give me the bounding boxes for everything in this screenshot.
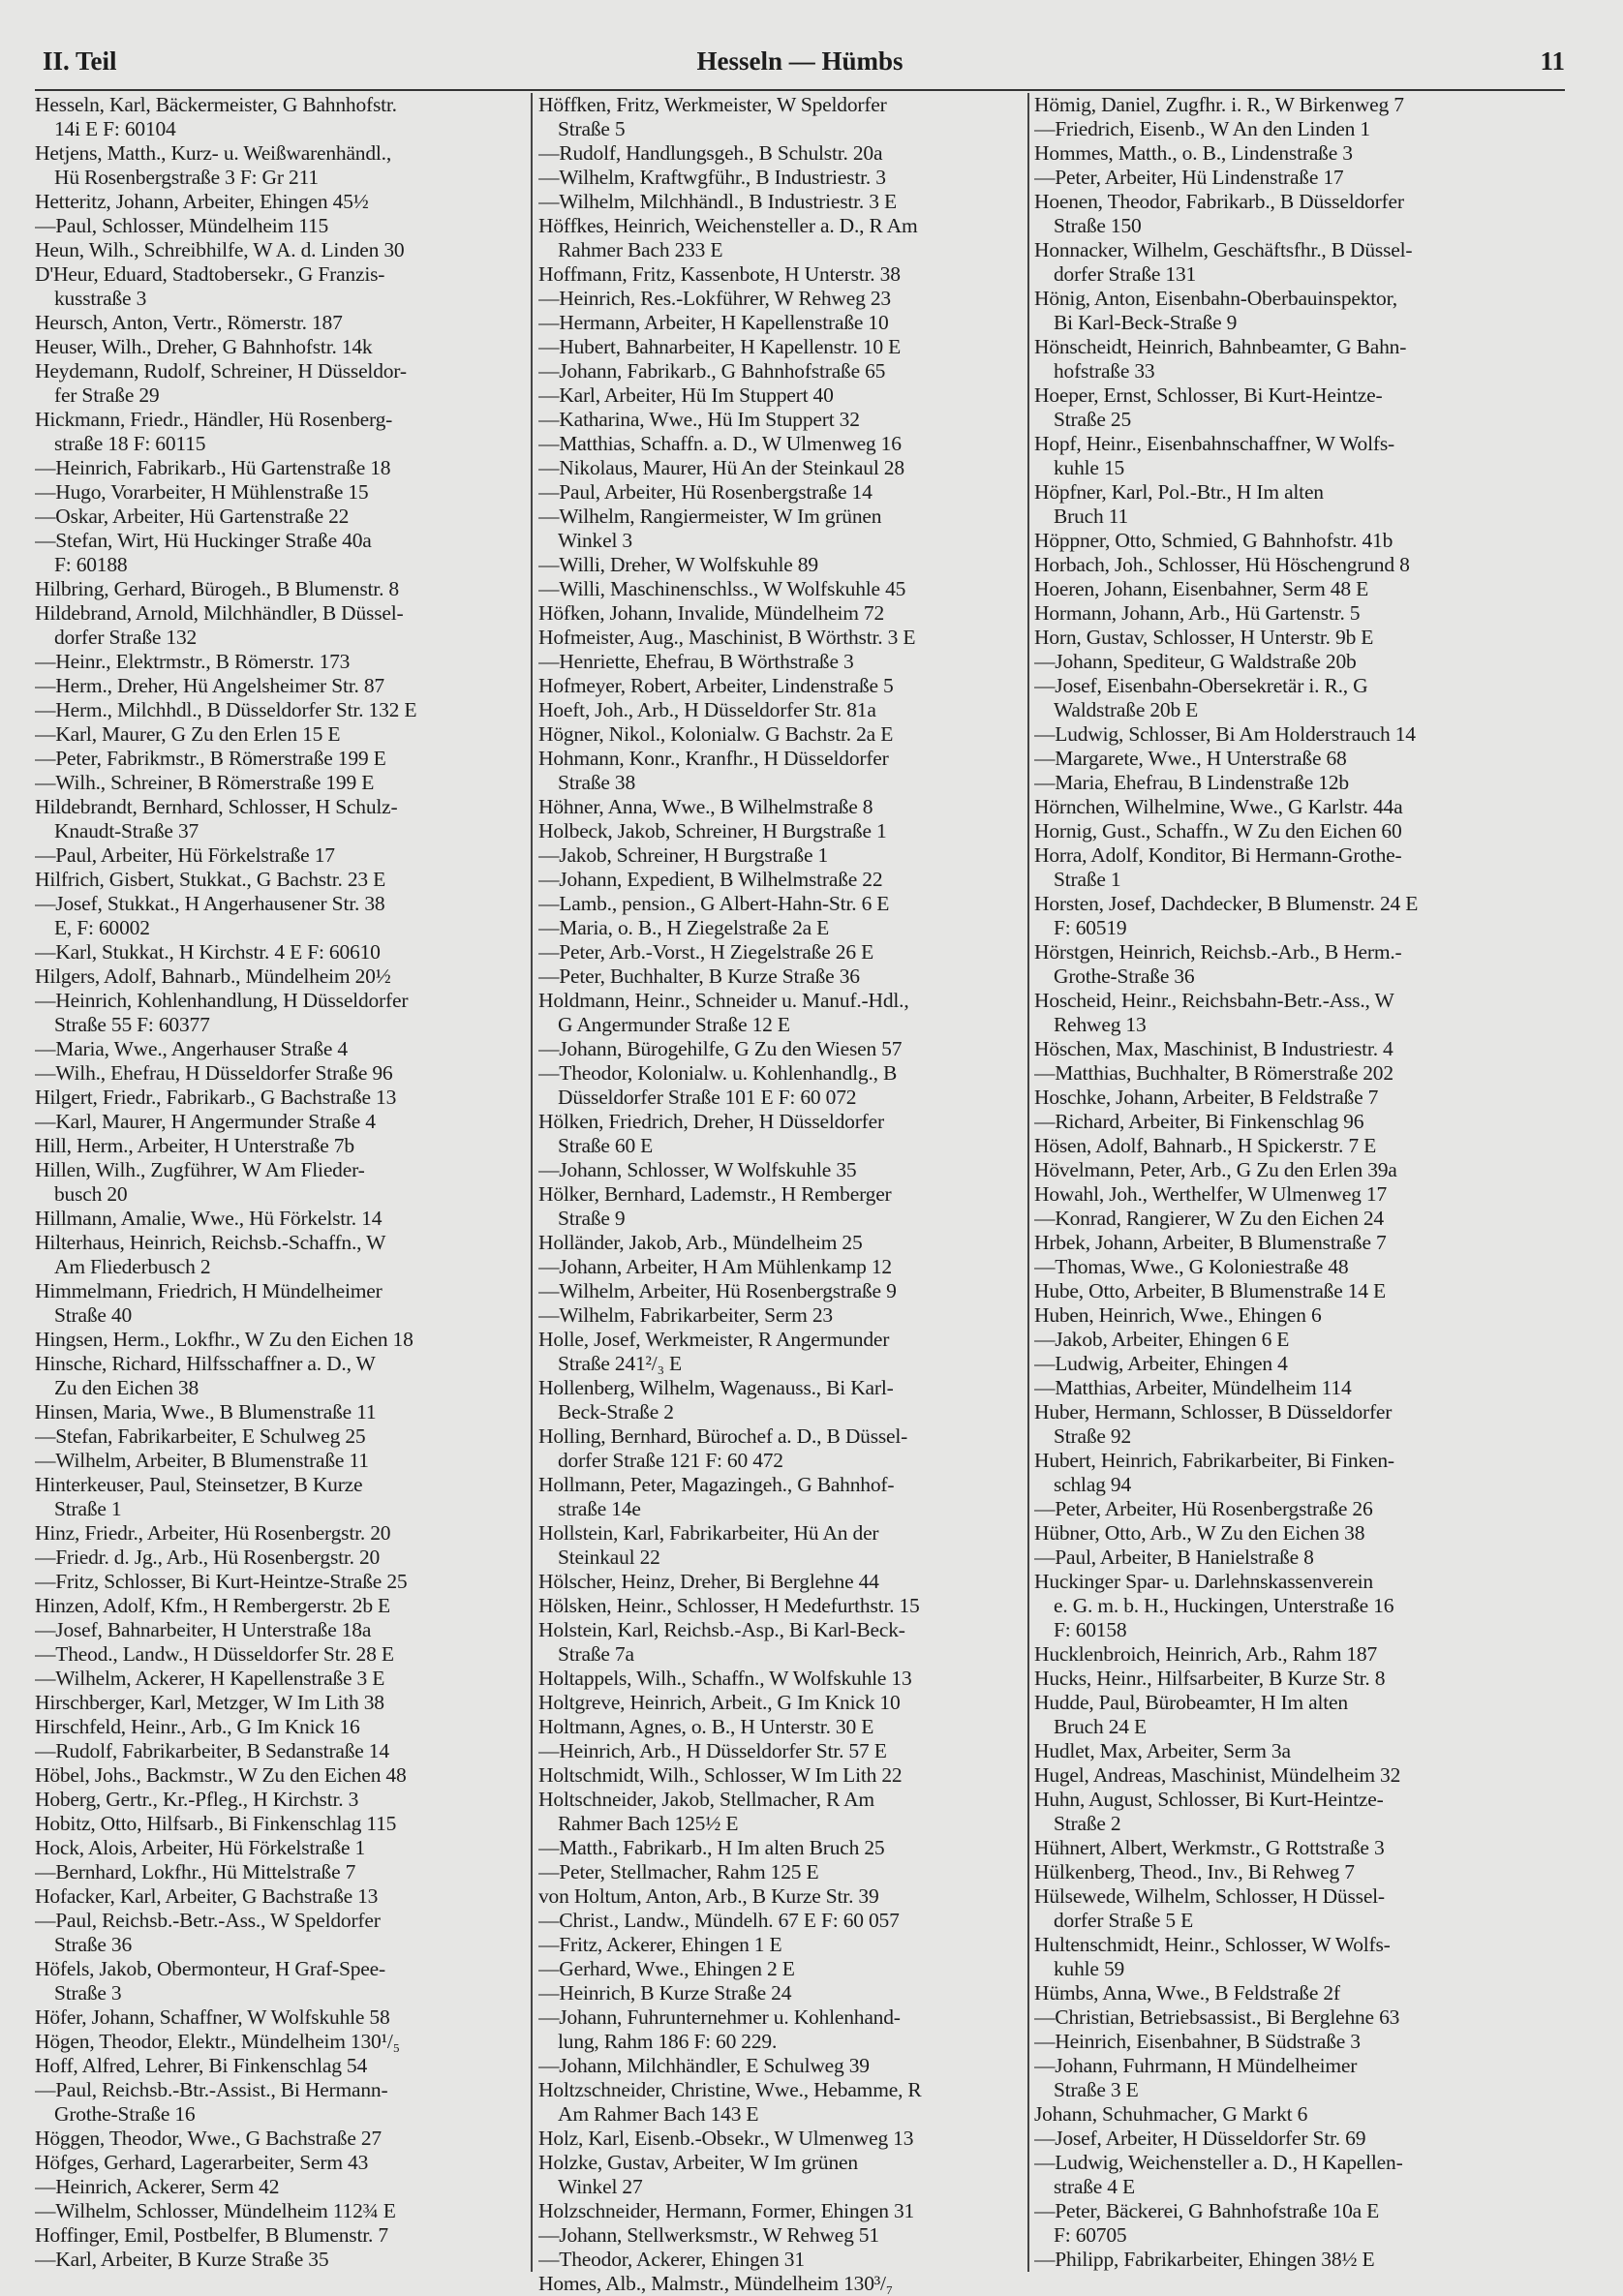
directory-entry-line: Hofmeyer, Robert, Arbeiter, Lindenstraße 5 [538, 674, 894, 697]
directory-entry-line: —Johann, Fuhrmann, H Mündelheimer [1034, 2054, 1358, 2077]
directory-column-1 [35, 93, 527, 2272]
directory-entry-line: Holtappels, Wilh., Schaffn., W Wolfskuhle 13 [538, 1667, 912, 1690]
directory-entry-line: —Herm., Milchhdl., B Düsseldorfer Str. 132 E [35, 698, 417, 721]
directory-entry-line: Hinzen, Adolf, Kfm., H Rembergerstr. 2b E [35, 1594, 390, 1617]
directory-entry-continuation: straße 4 E [1054, 2175, 1135, 2198]
directory-entry-line: Höffkes, Heinrich, Weichensteller a. D., R Am [538, 214, 918, 237]
directory-entry-line: Hölker, Bernhard, Lademstr., H Remberger [538, 1182, 892, 1206]
directory-entry-line: —Matthias, Arbeiter, Mündelheim 114 [1034, 1376, 1352, 1399]
directory-entry-line: Hülsewede, Wilhelm, Schlosser, H Düssel- [1034, 1884, 1385, 1908]
directory-entry-line: Horra, Adolf, Konditor, Bi Hermann-Grothe- [1034, 843, 1402, 867]
directory-entry-line: D'Heur, Eduard, Stadtobersekr., G Franzis- [35, 262, 385, 286]
directory-entry-line: Hornig, Gust., Schaffn., W Zu den Eichen 60 [1034, 819, 1402, 842]
directory-entry-line: —Matth., Fabrikarb., H Im alten Bruch 25 [538, 1836, 885, 1859]
directory-entry-line: Huber, Hermann, Schlosser, B Düsseldorfer [1034, 1400, 1393, 1424]
directory-entry-line: —Paul, Arbeiter, Hü Förkelstraße 17 [35, 843, 335, 867]
directory-entry-continuation: kuhle 15 [1054, 456, 1125, 479]
directory-entry-line: —Peter, Arbeiter, Hü Lindenstraße 17 [1034, 166, 1344, 189]
directory-entry-line: —Jakob, Arbeiter, Ehingen 6 E [1034, 1328, 1290, 1351]
directory-entry-line: —Paul, Arbeiter, Hü Rosenbergstraße 14 [538, 480, 873, 504]
directory-entry-line: —Maria, o. B., H Ziegelstraße 2a E [538, 916, 830, 939]
directory-entry-continuation: Rahmer Bach 233 E [558, 238, 723, 261]
directory-entry-line: —Friedrich, Eisenb., W An den Linden 1 [1034, 117, 1370, 140]
directory-entry-continuation: Grothe-Straße 16 [54, 2102, 196, 2126]
directory-entry-line: Hörnchen, Wilhelmine, Wwe., G Karlstr. 44a [1034, 795, 1403, 818]
directory-entry-continuation: Straße 60 E [558, 1134, 654, 1157]
column-divider [531, 93, 533, 2272]
directory-entry-continuation: e. G. m. b. H., Huckingen, Unterstraße 16 [1054, 1594, 1394, 1617]
directory-entry-line: Holtgreve, Heinrich, Arbeit., G Im Knick 10 [538, 1691, 901, 1714]
directory-entry-line: —Johann, Arbeiter, H Am Mühlenkamp 12 [538, 1255, 892, 1278]
directory-entry-line: —Katharina, Wwe., Hü Im Stuppert 32 [538, 408, 860, 431]
directory-entry-line: Huben, Heinrich, Wwe., Ehingen 6 [1034, 1303, 1322, 1327]
directory-entry-line: —Heinrich, Fabrikarb., Hü Gartenstraße 18 [35, 456, 391, 479]
directory-entry-line: Hilgert, Friedr., Fabrikarb., G Bachstraße 13 [35, 1086, 397, 1109]
directory-column-3 [1034, 93, 1538, 2272]
directory-entry-continuation: G Angermunder Straße 12 E [558, 1013, 790, 1036]
directory-entry-continuation: Steinkaul 22 [558, 1546, 660, 1569]
directory-entry-continuation: dorfer Straße 131 [1054, 262, 1197, 286]
directory-entry-continuation: Am Fliederbusch 2 [54, 1255, 211, 1278]
directory-entry-line: —Paul, Schlosser, Mündelheim 115 [35, 214, 329, 237]
directory-entry-line: —Johann, Milchhändler, E Schulweg 39 [538, 2054, 870, 2077]
directory-entry-line: Hölscher, Heinz, Dreher, Bi Berglehne 44 [538, 1570, 879, 1593]
directory-entry-line: —Rudolf, Handlungsgeh., B Schulstr. 20a [538, 141, 883, 165]
directory-entry-continuation: Zu den Eichen 38 [54, 1376, 199, 1399]
directory-entry-line: Höpfner, Karl, Pol.-Btr., H Im alten [1034, 480, 1324, 504]
directory-entry-continuation: Straße 5 [558, 117, 626, 140]
directory-entry-continuation: Bi Karl-Beck-Straße 9 [1054, 311, 1238, 334]
directory-entry-continuation: Beck-Straße 2 [558, 1400, 674, 1424]
directory-entry-line: Hingsen, Herm., Lokfhr., W Zu den Eichen 18 [35, 1328, 413, 1351]
directory-entry-line: —Stefan, Wirt, Hü Huckinger Straße 40a [35, 529, 372, 552]
directory-entry-line: Hillmann, Amalie, Wwe., Hü Förkelstr. 14 [35, 1207, 383, 1230]
directory-entry-line: Horsten, Josef, Dachdecker, B Blumenstr. 24 E [1034, 892, 1419, 915]
directory-entry-continuation: kusstraße 3 [54, 287, 147, 310]
directory-entry-line: Hormann, Johann, Arb., Hü Gartenstr. 5 [1034, 601, 1361, 625]
directory-entry-line: Hoeper, Ernst, Schlosser, Bi Kurt-Heintze- [1034, 383, 1383, 407]
directory-entry-line: —Karl, Stukkat., H Kirchstr. 4 E F: 60610 [35, 940, 381, 964]
directory-entry-line: —Heinrich, B Kurze Straße 24 [538, 1981, 792, 2005]
directory-entry-continuation: kuhle 59 [1054, 1957, 1125, 1980]
directory-entry-line: Holländer, Jakob, Arb., Mündelheim 25 [538, 1231, 863, 1254]
directory-entry-line: —Herm., Dreher, Hü Angelsheimer Str. 87 [35, 674, 384, 697]
directory-entry-line: —Wilhelm, Ackerer, H Kapellenstraße 3 E [35, 1667, 385, 1690]
directory-entry-line: Hübner, Otto, Arb., W Zu den Eichen 38 [1034, 1521, 1365, 1545]
directory-entry-line: Höschen, Max, Maschinist, B Industriestr. 4 [1034, 1037, 1393, 1060]
directory-entry-line: Hilbring, Gerhard, Bürogeh., B Blumenstr. 8 [35, 577, 399, 600]
directory-entry-line: —Josef, Eisenbahn-Obersekretär i. R., G [1034, 674, 1368, 697]
directory-entry-line: Höfges, Gerhard, Lagerarbeiter, Serm 43 [35, 2151, 369, 2174]
directory-entry-line: —Josef, Arbeiter, H Düsseldorfer Str. 69 [1034, 2127, 1366, 2150]
directory-entry-line: —Heinrich, Ackerer, Serm 42 [35, 2175, 280, 2198]
directory-entry-line: Hrbek, Johann, Arbeiter, B Blumenstraße 7 [1034, 1231, 1387, 1254]
directory-entry-line: —Theodor, Kolonialw. u. Kohlenhandlg., B [538, 1061, 898, 1085]
directory-entry-line: Hill, Herm., Arbeiter, H Unterstraße 7b [35, 1134, 354, 1157]
directory-entry-line: Hoeft, Joh., Arb., H Düsseldorfer Str. 81a [538, 698, 876, 721]
directory-entry-line: Hülkenberg, Theod., Inv., Bi Rehweg 7 [1034, 1860, 1355, 1883]
directory-entry-line: —Johann, Expedient, B Wilhelmstraße 22 [538, 868, 883, 891]
directory-entry-line: —Wilhelm, Arbeiter, B Blumenstraße 11 [35, 1449, 369, 1472]
directory-entry-line: —Ludwig, Arbeiter, Ehingen 4 [1034, 1352, 1288, 1375]
directory-entry-line: Hoenen, Theodor, Fabrikarb., B Düsseldorfer [1034, 190, 1404, 213]
directory-entry-line: Holstein, Karl, Reichsb.-Asp., Bi Karl-Beck- [538, 1618, 905, 1641]
directory-entry-line: Hinsen, Maria, Wwe., B Blumenstraße 11 [35, 1400, 377, 1424]
directory-entry-line: Holbeck, Jakob, Schreiner, H Burgstraße 1 [538, 819, 887, 842]
directory-entry-line: —Nikolaus, Maurer, Hü An der Steinkaul 28 [538, 456, 904, 479]
directory-entry-line: Höffken, Fritz, Werkmeister, W Speldorfer [538, 93, 887, 116]
directory-entry-continuation: dorfer Straße 132 [54, 626, 198, 649]
directory-entry-continuation: F: 60158 [1054, 1618, 1127, 1641]
directory-column-2 [538, 93, 1023, 2296]
directory-entry-line: —Paul, Reichsb.-Btr.-Assist., Bi Hermann- [35, 2078, 388, 2101]
directory-entry-line: —Peter, Fabrikmstr., B Römerstraße 199 E [35, 747, 386, 770]
directory-entry-continuation: Bruch 24 E [1054, 1715, 1147, 1738]
directory-entry-line: —Jakob, Schreiner, H Burgstraße 1 [538, 843, 829, 867]
directory-entry-line: —Josef, Stukkat., H Angerhausener Str. 38 [35, 892, 385, 915]
directory-entry-line: Hollmann, Peter, Magazingeh., G Bahnhof- [538, 1473, 895, 1496]
directory-entry-line: Holz, Karl, Eisenb.-Obsekr., W Ulmenweg 13 [538, 2127, 914, 2150]
directory-entry-line: Holtmann, Agnes, o. B., H Unterstr. 30 E [538, 1715, 874, 1738]
directory-entry-line: Hinterkeuser, Paul, Steinsetzer, B Kurze [35, 1473, 363, 1496]
directory-entry-line: Hudlet, Max, Arbeiter, Serm 3a [1034, 1739, 1291, 1762]
directory-entry-line: Höhner, Anna, Wwe., B Wilhelmstraße 8 [538, 795, 873, 818]
directory-entry-line: —Johann, Fabrikarb., G Bahnhofstraße 65 [538, 359, 886, 383]
directory-entry-line: Hoschke, Johann, Arbeiter, B Feldstraße 7 [1034, 1086, 1379, 1109]
directory-entry-line: —Ludwig, Schlosser, Bi Am Holderstrauch 14 [1034, 722, 1416, 746]
directory-entry-continuation: Hü Rosenbergstraße 3 F: Gr 211 [54, 166, 319, 189]
directory-entry-line: Heydemann, Rudolf, Schreiner, H Düsseldor- [35, 359, 407, 383]
directory-entry-line: Hösen, Adolf, Bahnarb., H Spickerstr. 7 E [1034, 1134, 1377, 1157]
directory-entry-line: Heuser, Wilh., Dreher, G Bahnhofstr. 14k [35, 335, 373, 358]
directory-entry-line: —Johann, Schlosser, W Wolfskuhle 35 [538, 1158, 857, 1181]
directory-entry-line: —Margarete, Wwe., H Unterstraße 68 [1034, 747, 1347, 770]
directory-entry-line: —Josef, Bahnarbeiter, H Unterstraße 18a [35, 1618, 372, 1641]
directory-entry-line: Hildebrand, Arnold, Milchhändler, B Düssel- [35, 601, 404, 625]
directory-entry-line: Hucklenbroich, Heinrich, Arb., Rahm 187 [1034, 1642, 1378, 1666]
directory-entry-line: —Rudolf, Fabrikarbeiter, B Sedanstraße 14 [35, 1739, 389, 1762]
directory-entry-line: Heursch, Anton, Vertr., Römerstr. 187 [35, 311, 343, 334]
directory-entry-continuation: schlag 94 [1054, 1473, 1132, 1496]
directory-entry-line: Hönscheidt, Heinrich, Bahnbeamter, G Bahn- [1034, 335, 1407, 358]
directory-entry-line: —Ludwig, Weichensteller a. D., H Kapellen- [1034, 2151, 1403, 2174]
directory-entry-continuation: F: 60519 [1054, 916, 1127, 939]
directory-entry-line: Hirschberger, Karl, Metzger, W Im Lith 38 [35, 1691, 384, 1714]
directory-entry-line: Himmelmann, Friedrich, H Mündelheimer [35, 1279, 383, 1302]
directory-entry-continuation: Straße 40 [54, 1303, 133, 1327]
directory-entry-continuation: hofstraße 33 [1054, 359, 1155, 383]
directory-entry-line: Hopf, Heinr., Eisenbahnschaffner, W Wolfs- [1034, 432, 1394, 455]
directory-entry-line: Heun, Wilh., Schreibhilfe, W A. d. Linden 30 [35, 238, 405, 261]
directory-entry-line: —Bernhard, Lokfhr., Hü Mittelstraße 7 [35, 1860, 356, 1883]
directory-entry-line: Höfken, Johann, Invalide, Mündelheim 72 [538, 601, 885, 625]
directory-entry-continuation: Waldstraße 20b E [1054, 698, 1199, 721]
directory-entry-line: Johann, Schuhmacher, G Markt 6 [1034, 2102, 1308, 2126]
directory-entry-line: —Maria, Wwe., Angerhauser Straße 4 [35, 1037, 348, 1060]
directory-entry-line: Hinz, Friedr., Arbeiter, Hü Rosenbergstr. 20 [35, 1521, 391, 1545]
directory-entry-line: Holtschmidt, Wilh., Schlosser, W Im Lith 22 [538, 1763, 903, 1787]
directory-entry-line: —Christian, Betriebsassist., Bi Berglehne 63 [1034, 2005, 1400, 2029]
directory-entry-line: Hövelmann, Peter, Arb., G Zu den Erlen 39a [1034, 1158, 1397, 1181]
directory-entry-line: —Wilhelm, Schlosser, Mündelheim 112¾ E [35, 2199, 396, 2222]
directory-entry-line: —Karl, Arbeiter, Hü Im Stuppert 40 [538, 383, 834, 407]
directory-entry-line: —Heinr., Elektrmstr., B Römerstr. 173 [35, 650, 351, 673]
directory-entry-line: —Matthias, Buchhalter, B Römerstraße 202 [1034, 1061, 1393, 1085]
directory-entry-line: —Wilhelm, Fabrikarbeiter, Serm 23 [538, 1303, 833, 1327]
directory-entry-continuation: Rehweg 13 [1054, 1013, 1147, 1036]
directory-entry-line: —Heinrich, Kohlenhandlung, H Düsseldorfer [35, 989, 409, 1012]
directory-entry-continuation: Rahmer Bach 125½ E [558, 1812, 739, 1835]
directory-entry-line: —Stefan, Fabrikarbeiter, E Schulweg 25 [35, 1424, 366, 1448]
directory-entry-line: —Paul, Reichsb.-Betr.-Ass., W Speldorfer [35, 1909, 381, 1932]
directory-entry-line: Hoff, Alfred, Lehrer, Bi Finkenschlag 54 [35, 2054, 368, 2077]
directory-entry-continuation: Grothe-Straße 36 [1054, 964, 1195, 988]
directory-entry-continuation: Straße 38 [558, 771, 636, 794]
directory-entry-line: —Henriette, Ehefrau, B Wörthstraße 3 [538, 650, 854, 673]
directory-entry-line: —Philipp, Fabrikarbeiter, Ehingen 38½ E [1034, 2248, 1375, 2271]
directory-entry-continuation: Straße 150 [1054, 214, 1142, 237]
directory-entry-line: —Heinrich, Eisenbahner, B Südstraße 3 [1034, 2030, 1361, 2053]
directory-entry-continuation: F: 60188 [54, 553, 128, 576]
directory-entry-line: —Karl, Arbeiter, B Kurze Straße 35 [35, 2248, 329, 2271]
directory-entry-line: —Johann, Fuhrunternehmer u. Kohlenhand- [538, 2005, 901, 2029]
directory-entry-line: Holzke, Gustav, Arbeiter, W Im grünen [538, 2151, 858, 2174]
directory-entry-line: Hofacker, Karl, Arbeiter, G Bachstraße 13 [35, 1884, 379, 1908]
directory-entry-line: Högner, Nikol., Kolonialw. G Bachstr. 2a E [538, 722, 894, 746]
directory-entry-line: Huhn, August, Schlosser, Bi Kurt-Heintze- [1034, 1788, 1384, 1811]
directory-entry-line: Hultenschmidt, Heinr., Schlosser, W Wolfs- [1034, 1933, 1391, 1956]
directory-entry-continuation: Straße 241²/₃ E [558, 1352, 682, 1375]
directory-entry-line: Hirschfeld, Heinr., Arb., G Im Knick 16 [35, 1715, 360, 1738]
directory-entry-continuation: Straße 1 [54, 1497, 122, 1520]
directory-entry-continuation: Straße 36 [54, 1933, 133, 1956]
page-number: 11 [1540, 46, 1565, 76]
directory-entry-line: —Hugo, Vorarbeiter, H Mühlenstraße 15 [35, 480, 369, 504]
directory-entry-line: —Gerhard, Wwe., Ehingen 2 E [538, 1957, 795, 1980]
directory-entry-line: Hube, Otto, Arbeiter, B Blumenstraße 14 E [1034, 1279, 1386, 1302]
directory-entry-continuation: Straße 3 [54, 1981, 122, 2005]
directory-entry-line: Howahl, Joh., Werthelfer, W Ulmenweg 17 [1034, 1182, 1387, 1206]
directory-entry-line: —Theod., Landw., H Düsseldorfer Str. 28 E [35, 1642, 394, 1666]
directory-entry-line: Holzschneider, Hermann, Former, Ehingen 31 [538, 2199, 915, 2222]
directory-entry-continuation: Am Rahmer Bach 143 E [558, 2102, 759, 2126]
directory-entry-continuation: fer Straße 29 [54, 383, 160, 407]
directory-entry-line: —Wilhelm, Arbeiter, Hü Rosenbergstraße 9 [538, 1279, 897, 1302]
directory-entry-line: —Fritz, Ackerer, Ehingen 1 E [538, 1933, 782, 1956]
page-header [35, 46, 1565, 85]
page-title: Hesseln — Hümbs [696, 46, 903, 76]
directory-entry-continuation: Straße 1 [1054, 868, 1121, 891]
directory-entry-line: —Thomas, Wwe., G Koloniestraße 48 [1034, 1255, 1349, 1278]
directory-entry-line: Huckinger Spar- u. Darlehnskassenverein [1034, 1570, 1373, 1593]
directory-entry-line: —Friedr. d. Jg., Arb., Hü Rosenbergstr. 20 [35, 1546, 381, 1569]
directory-entry-line: —Karl, Maurer, G Zu den Erlen 15 E [35, 722, 341, 746]
directory-entry-continuation: 14i E F: 60104 [54, 117, 176, 140]
directory-entry-line: —Willi, Maschinenschlss., W Wolfskuhle 45 [538, 577, 906, 600]
directory-entry-line: —Hubert, Bahnarbeiter, H Kapellenstr. 10 E [538, 335, 902, 358]
directory-entry-line: —Johann, Bürogehilfe, G Zu den Wiesen 57 [538, 1037, 903, 1060]
directory-entry-continuation: Bruch 11 [1054, 505, 1129, 528]
directory-entry-line: —Peter, Buchhalter, B Kurze Straße 36 [538, 964, 860, 988]
directory-entry-continuation: Straße 25 [1054, 408, 1132, 431]
directory-entry-line: Hilgers, Adolf, Bahnarb., Mündelheim 20½ [35, 964, 391, 988]
directory-entry-continuation: Straße 3 E [1054, 2078, 1139, 2101]
directory-entry-line: Hesseln, Karl, Bäckermeister, G Bahnhofstr. [35, 93, 397, 116]
directory-entry-line: —Matthias, Schaffn. a. D., W Ulmenweg 16 [538, 432, 902, 455]
directory-entry-line: Hölken, Friedrich, Dreher, H Düsseldorfer [538, 1110, 884, 1133]
directory-entry-continuation: Winkel 3 [558, 529, 632, 552]
directory-entry-line: —Johann, Spediteur, G Waldstraße 20b [1034, 650, 1357, 673]
directory-entry-line: —Heinrich, Arb., H Düsseldorfer Str. 57 E [538, 1739, 887, 1762]
directory-entry-line: Hudde, Paul, Bürobeamter, H Im alten [1034, 1691, 1348, 1714]
directory-entry-line: —Oskar, Arbeiter, Hü Gartenstraße 22 [35, 505, 350, 528]
directory-entry-continuation: E, F: 60002 [54, 916, 150, 939]
directory-entry-line: Hildebrandt, Bernhard, Schlosser, H Schulz- [35, 795, 398, 818]
directory-entry-line: Holdmann, Heinr., Schneider u. Manuf.-Hdl., [538, 989, 909, 1012]
directory-entry-line: Höggen, Theodor, Wwe., G Bachstraße 27 [35, 2127, 382, 2150]
directory-entry-line: Horbach, Joh., Schlosser, Hü Höschengrund 8 [1034, 553, 1410, 576]
directory-entry-line: Hetteritz, Johann, Arbeiter, Ehingen 45½ [35, 190, 369, 213]
part-label: II. Teil [43, 46, 117, 76]
directory-entry-continuation: straße 14e [558, 1497, 641, 1520]
directory-entry-line: Hoffinger, Emil, Postbelfer, B Blumenstr. 7 [35, 2223, 388, 2247]
directory-entry-line: Hoffmann, Fritz, Kassenbote, H Unterstr. 38 [538, 262, 901, 286]
directory-entry-line: Högen, Theodor, Elektr., Mündelheim 130¹/₅ [35, 2030, 400, 2053]
directory-entry-line: —Wilhelm, Kraftwgführ., B Industriestr. 3 [538, 166, 886, 189]
directory-entry-line: Honnacker, Wilhelm, Geschäftsfhr., B Düssel- [1034, 238, 1413, 261]
directory-entry-line: —Heinrich, Res.-Lokführer, W Rehweg 23 [538, 287, 891, 310]
column-divider [1027, 93, 1029, 2272]
directory-entry-line: Hohmann, Konr., Kranfhr., H Düsseldorfer [538, 747, 889, 770]
directory-entry-line: Höbel, Johs., Backmstr., W Zu den Eichen 48 [35, 1763, 407, 1787]
directory-entry-line: Hinsche, Richard, Hilfsschaffner a. D., W [35, 1352, 376, 1375]
directory-entry-line: Hugel, Andreas, Maschinist, Mündelheim 32 [1034, 1763, 1401, 1787]
directory-entry-line: —Christ., Landw., Mündelh. 67 E F: 60 057 [538, 1909, 900, 1932]
directory-entry-continuation: F: 60705 [1054, 2223, 1127, 2247]
directory-entry-line: Hölsken, Heinr., Schlosser, H Medefurthstr. 15 [538, 1594, 920, 1617]
directory-entry-continuation: dorfer Straße 5 E [1054, 1909, 1194, 1932]
directory-entry-line: Horn, Gustav, Schlosser, H Unterstr. 9b E [1034, 626, 1374, 649]
directory-entry-line: Höppner, Otto, Schmied, G Bahnhofstr. 41b [1034, 529, 1393, 552]
directory-entry-line: —Peter, Bäckerei, G Bahnhofstraße 10a E [1034, 2199, 1380, 2222]
directory-entry-line: Hillen, Wilh., Zugführer, W Am Flieder- [35, 1158, 365, 1181]
directory-entry-line: —Wilhelm, Rangiermeister, W Im grünen [538, 505, 882, 528]
directory-entry-line: Hommes, Matth., o. B., Lindenstraße 3 [1034, 141, 1353, 165]
directory-entry-line: —Willi, Dreher, W Wolfskuhle 89 [538, 553, 818, 576]
directory-entry-line: Hubert, Heinrich, Fabrikarbeiter, Bi Finken- [1034, 1449, 1394, 1472]
directory-entry-line: Hörstgen, Heinrich, Reichsb.-Arb., B Herm.- [1034, 940, 1402, 964]
directory-entry-line: Hilfrich, Gisbert, Stukkat., G Bachstr. 23 E [35, 868, 386, 891]
directory-entry-continuation: Straße 55 F: 60377 [54, 1013, 210, 1036]
directory-entry-line: Homes, Alb., Malmstr., Mündelheim 130³/₇ [538, 2272, 894, 2295]
directory-entry-continuation: Winkel 27 [558, 2175, 643, 2198]
directory-entry-line: Hollenberg, Wilhelm, Wagenauss., Bi Karl- [538, 1376, 894, 1399]
directory-entry-line: —Fritz, Schlosser, Bi Kurt-Heintze-Straße 25 [35, 1570, 408, 1593]
directory-entry-line: —Wilhelm, Milchhändl., B Industriestr. 3 E [538, 190, 897, 213]
directory-entry-line: Hock, Alois, Arbeiter, Hü Förkelstraße 1 [35, 1836, 366, 1859]
directory-entry-line: —Peter, Stellmacher, Rahm 125 E [538, 1860, 819, 1883]
directory-entry-line: —Paul, Arbeiter, B Hanielstraße 8 [1034, 1546, 1314, 1569]
directory-entry-line: Hickmann, Friedr., Händler, Hü Rosenberg- [35, 408, 393, 431]
directory-entry-line: Holtschneider, Jakob, Stellmacher, R Am [538, 1788, 874, 1811]
directory-entry-line: —Wilh., Ehefrau, H Düsseldorfer Straße 96 [35, 1061, 393, 1085]
directory-entry-line: Hönig, Anton, Eisenbahn-Oberbauinspektor, [1034, 287, 1397, 310]
directory-entry-line: Hühnert, Albert, Werkmstr., G Rottstraße 3 [1034, 1836, 1385, 1859]
directory-entry-continuation: straße 18 F: 60115 [54, 432, 206, 455]
directory-entry-line: Holling, Bernhard, Bürochef a. D., B Düssel- [538, 1424, 908, 1448]
directory-entry-line: von Holtum, Anton, Arb., B Kurze Str. 39 [538, 1884, 879, 1908]
directory-entry-line: Höfer, Johann, Schaffner, W Wolfskuhle 58 [35, 2005, 390, 2029]
directory-entry-line: Holtzschneider, Christine, Wwe., Hebamme, R [538, 2078, 922, 2101]
directory-entry-line: —Lamb., pension., G Albert-Hahn-Str. 6 E [538, 892, 890, 915]
directory-entry-continuation: dorfer Straße 121 F: 60 472 [558, 1449, 783, 1472]
directory-entry-line: —Wilh., Schreiner, B Römerstraße 199 E [35, 771, 375, 794]
directory-entry-line: —Hermann, Arbeiter, H Kapellenstraße 10 [538, 311, 889, 334]
directory-entry-line: —Peter, Arb.-Vorst., H Ziegelstraße 26 E [538, 940, 874, 964]
directory-entry-line: Hümbs, Anna, Wwe., B Feldstraße 2f [1034, 1981, 1340, 2005]
directory-entry-continuation: busch 20 [54, 1182, 128, 1206]
directory-entry-line: Hilterhaus, Heinrich, Reichsb.-Schaffn., W [35, 1231, 386, 1254]
directory-entry-line: Hofmeister, Aug., Maschinist, B Wörthstr. 3 E [538, 626, 916, 649]
directory-entry-line: —Richard, Arbeiter, Bi Finkenschlag 96 [1034, 1110, 1364, 1133]
directory-entry-continuation: Knaudt-Straße 37 [54, 819, 199, 842]
directory-entry-continuation: Straße 2 [1054, 1812, 1121, 1835]
directory-entry-line: —Maria, Ehefrau, B Lindenstraße 12b [1034, 771, 1349, 794]
directory-entry-continuation: Düsseldorfer Straße 101 E F: 60 072 [558, 1086, 857, 1109]
directory-entry-continuation: Straße 9 [558, 1207, 626, 1230]
directory-entry-line: —Konrad, Rangierer, W Zu den Eichen 24 [1034, 1207, 1384, 1230]
directory-entry-continuation: Straße 92 [1054, 1424, 1132, 1448]
directory-entry-line: Hömig, Daniel, Zugfhr. i. R., W Birkenweg 7 [1034, 93, 1404, 116]
header-rule [35, 89, 1565, 91]
directory-entry-continuation: Straße 7a [558, 1642, 634, 1666]
directory-entry-line: Hucks, Heinr., Hilfsarbeiter, B Kurze Str. 8 [1034, 1667, 1386, 1690]
directory-entry-line: Hoberg, Gertr., Kr.-Pfleg., H Kirchstr. 3 [35, 1788, 359, 1811]
directory-entry-line: —Johann, Stellwerksmstr., W Rehweg 51 [538, 2223, 879, 2247]
directory-entry-line: Holle, Josef, Werkmeister, R Angermunder [538, 1328, 890, 1351]
directory-entry-continuation: lung, Rahm 186 F: 60 229. [558, 2030, 778, 2053]
directory-entry-line: Hollstein, Karl, Fabrikarbeiter, Hü An der [538, 1521, 879, 1545]
directory-entry-line: Höfels, Jakob, Obermonteur, H Graf-Spee- [35, 1957, 385, 1980]
directory-entry-line: —Karl, Maurer, H Angermunder Straße 4 [35, 1110, 376, 1133]
directory-entry-line: Hoscheid, Heinr., Reichsbahn-Betr.-Ass., W [1034, 989, 1394, 1012]
directory-entry-line: Hoeren, Johann, Eisenbahner, Serm 48 E [1034, 577, 1368, 600]
directory-entry-line: —Theodor, Ackerer, Ehingen 31 [538, 2248, 805, 2271]
directory-entry-line: Hetjens, Matth., Kurz- u. Weißwarenhändl., [35, 141, 392, 165]
directory-entry-line: —Peter, Arbeiter, Hü Rosenbergstraße 26 [1034, 1497, 1373, 1520]
directory-entry-line: Hobitz, Otto, Hilfsarb., Bi Finkenschlag 115 [35, 1812, 397, 1835]
